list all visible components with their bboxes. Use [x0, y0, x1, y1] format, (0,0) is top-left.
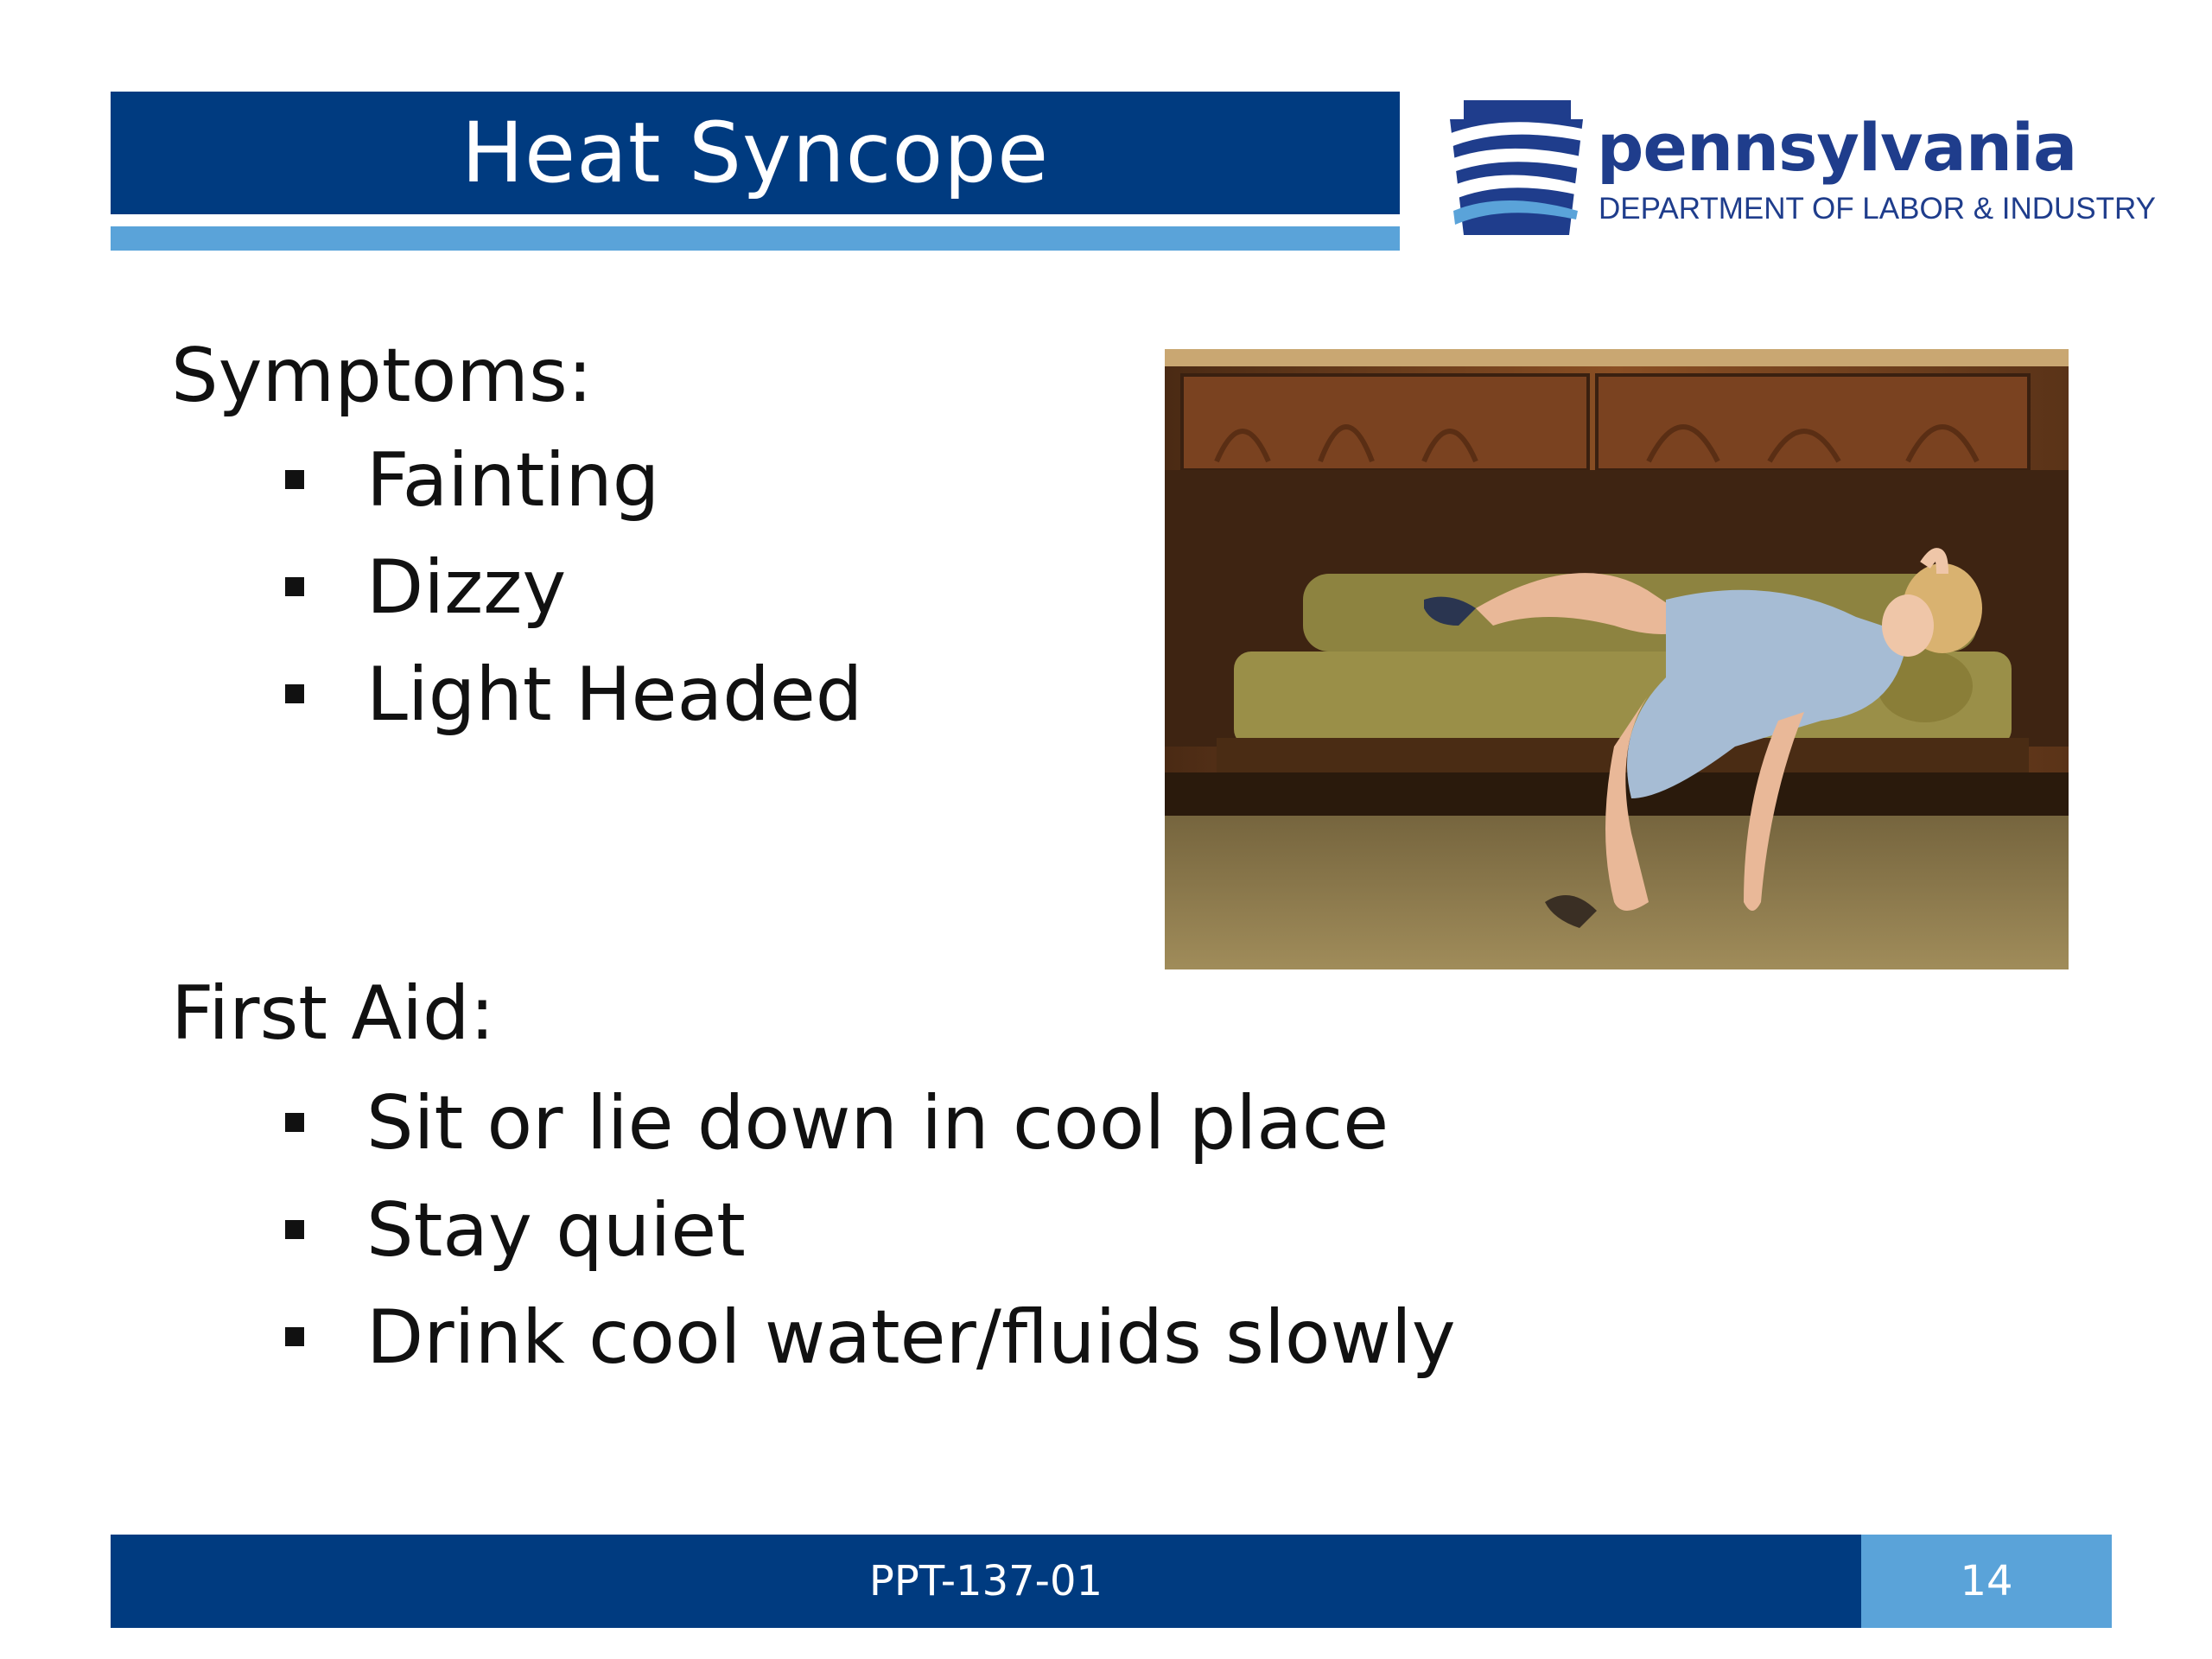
- title-bar: [111, 92, 1400, 214]
- page-number: 14: [1960, 1557, 2013, 1605]
- logo-department: DEPARTMENT OF LABOR & INDUSTRY: [1599, 192, 2157, 226]
- keystone-icon: [1443, 100, 1590, 238]
- bullet-icon: [285, 1327, 304, 1346]
- page-number-box: [1861, 1535, 2112, 1628]
- first-aid-list: [285, 1070, 1456, 1391]
- slide-title: Heat Syncope: [461, 105, 1050, 201]
- bullet-icon: [285, 1113, 304, 1132]
- footer-bar: [111, 1535, 1861, 1628]
- list-item: Dizzy: [285, 534, 862, 641]
- list-item: Light Headed: [285, 641, 862, 748]
- symptoms-list: [285, 427, 862, 748]
- logo-wordmark: pennsylvania: [1597, 109, 2077, 186]
- bullet-icon: [285, 684, 304, 703]
- list-item: Stay quiet: [285, 1177, 1456, 1284]
- first-aid-heading: First Aid:: [171, 970, 495, 1057]
- bullet-icon: [285, 470, 304, 489]
- fainting-woman-photo: [1165, 349, 2069, 969]
- title-underline: [111, 226, 1400, 251]
- bullet-icon: [285, 1220, 304, 1239]
- symptoms-heading: Symptoms:: [171, 333, 593, 419]
- bullet-icon: [285, 577, 304, 596]
- footer-code: PPT-137-01: [868, 1557, 1103, 1605]
- pa-labor-logo: [1443, 100, 2157, 238]
- list-item: Sit or lie down in cool place: [285, 1070, 1456, 1177]
- list-item: Drink cool water/fluids slowly: [285, 1284, 1456, 1391]
- list-item: Fainting: [285, 427, 862, 534]
